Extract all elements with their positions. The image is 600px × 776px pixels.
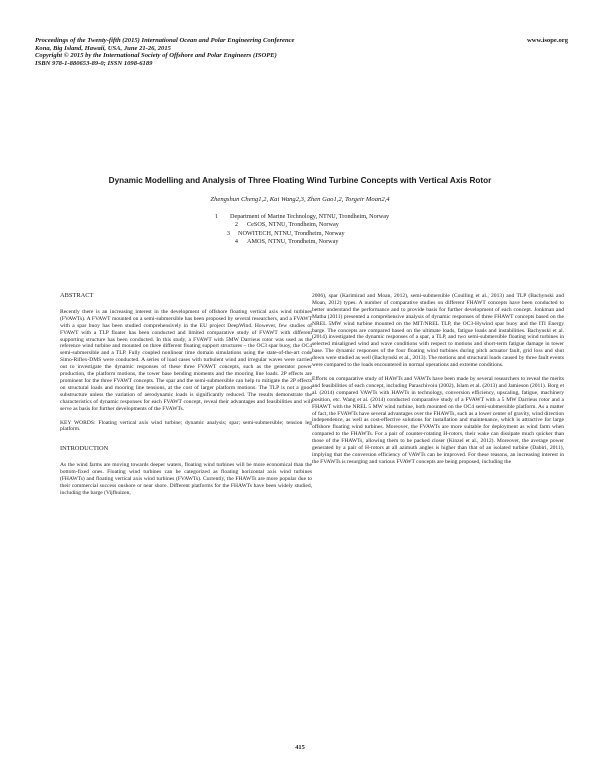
affiliation-number: 1 — [214, 213, 218, 220]
affiliation-text: Department of Marine Technology, NTNU, Trondheim, Norway — [230, 213, 390, 220]
affiliation-number: 4 — [234, 237, 238, 245]
body-paragraph: Efforts on comparative study of HAWTs and VAWTs have been made by several researchers to reveal the merits and feasibilities of each concept, including Paraschivoiu (2002), Islam et al. (2013) and Jamieson (2011). Borg et al. (2014) compared VAWTs with HAWTs in technology, conversion efficiency, upscaling, fatigue, machinery position, etc. Wang et al. (2014) conducted comparative study of a FVAWT with a 5 MW Darrieus rotor and a FHAWT with the NREL 5 MW wind turbine, both mounted on the OC4 semi-submersible platform. As a matter of fact, the FVAWTs have several advantages over the FHAWTs, such as a lower center of gravity, wind direction independence, as well as cost-effective solutions for installation and maintenance, which is attractive for large offshore floating wind turbines. Moreover, the FVAWTs are more suitable for deployment as wind farm when compared to the FHAWTs. For a pair of counter-rotating H-rotors, their wake can dissipate much quicker than those of the FHAWTs, allowing them to be packed closer (Kinzel et al., 2012). Moreover, the average power generated by a pair of H-rotors at all azimuth angles is higher than that of an isolated turbine (Dabiri, 2011), implying that the conversion efficiency of VAWTs can be improved. For these reasons, an increasing interest in the FVAWTs is resurging and various FVAWT concepts are being proposed, including the — [312, 375, 564, 465]
affiliation-list — [190, 213, 440, 246]
header-line: Kona, Big Island, Hawaii, USA, June 21-26, 2015 — [35, 44, 171, 52]
website-label: www.isope.org — [526, 37, 568, 44]
header-line: Proceedings of the Twenty-fifth (2015) International Ocean and Polar Engineering Conference — [35, 37, 295, 44]
affiliation-number: 3 — [226, 229, 230, 237]
affiliation-text: CeSOS, NTNU, Trondheim, Norway — [247, 221, 339, 229]
author-list: Zhengshun Cheng1,2, Kai Wang2,3, Zhen Gao1,2, Torgeir Moan2,4 — [210, 196, 390, 203]
left-column — [60, 293, 312, 497]
header-line: ISBN 978-1-880653-89-0; ISSN 1098-6189 — [35, 60, 153, 68]
page-number: 415 — [295, 744, 305, 751]
keywords: KEY WORDS: Floating vertical axis wind turbine; dynamic analysis; spar; semi-submersible; tension leg platform. — [60, 419, 312, 433]
affiliation-text: AMOS, NTNU, Trondheim, Norway — [247, 237, 339, 245]
introduction-heading: INTRODUCTION — [60, 445, 109, 453]
abstract-heading: ABSTRACT — [60, 292, 94, 299]
affiliation-item — [190, 213, 440, 221]
body-paragraph: 2006), spar (Karimirad and Moan, 2012), semi-submersible (Coulling et al., 2013) and TLP (Bachynski and Moan, 2012) types. A number of comparative studies on different FHAWT concepts have been conducted to better understand the performance and to provide basis for further development of each concept. Jonkman and Matha (2011) presented a comprehensive analysis of dynamic responses of three FHAWT concepts based on the NREL 5MW wind turbine mounted on the MIT/NREL TLP, the OC3-Hywind spar buoy and the ITI Energy barge. The concepts are compared based on the ultimate loads, fatigue loads and instabilities. Bachynski et al. (2014) investigated the dynamic responses of a spar, a TLP, and two semi-submersible floating wind turbines in selected misaligned wind and wave conditions with respect to motions and short-term fatigue damage in tower base. The dynamic responses of the four floating wind turbines during pitch actuator fault, grid loss and shut down were studied as well (Bachynski et al., 2013). The motions and structural loads caused by three fault events were compared to the loads encountered in normal operations and extreme conditions. — [312, 293, 564, 369]
introduction-text: As the wind farms are moving towards deeper waters, floating wind turbines will be more economical than the bottom-fixed ones. Floating wind turbines can be categorized as floating horizontal axis wind turbines (FHAWTs) and floating vertical axis wind turbines (FVAWTs). Currently, the FHAWTs are more popular due to their commercial success onshore or near shore. Different platforms for the FHAWTs have been widely studied, including the barge (Vijfhuizen, — [60, 462, 312, 496]
header-line: Copyright © 2015 by the International Society of Offshore and Polar Engineers (ISOPE) — [35, 52, 277, 60]
affiliation-text: NOWITECH, NTNU, Trondheim, Norway — [238, 229, 345, 237]
right-column — [312, 293, 564, 466]
abstract-text: Recently there is an increasing interest in the development of offshore floating vertical axis wind turbines (FVAWTs). A FVAWT mounted on a semi-submersible has been proposed by several researchers, and a FVAWT with a spar buoy has been studied comprehensively in the EU project DeepWind. However, few studies of FVAWT with a TLP floater has been conducted and limited comparative study of FVAWT with different supporting structure has been conducted. In this study, a FVAWT with 5MW Darrieus rotor was used as the reference wind turbine and mounted on three different floating support structures – the OC3 spar buoy, the OC4 semi-submersible and a TLP. Fully coupled nonlinear time domain simulations using the state-of-the-art code Simo-Riflex-DMS were conducted. A series of load cases with turbulent wind and irregular waves were carried out to investigate the dynamic responses of these three FVAWT concepts, such as the generator power production, the platform motions, the tower base bending moments and the mooring line loads. 2P effects are prominent for the three FVAWT concepts. The spar and the semi-submersible can help to mitigate the 2P effects on structural loads and mooring line tensions, at the cost of larger platform motions. The TLP is not a good substructure unless the variation of aerodynamic loads is significantly reduced. The results demonstrate the characteristics of dynamic responses for each FVAWT concept, reveal their advantages and feasibilities and will serve as basis for further developments of the FVAWTs. — [60, 308, 312, 412]
proceedings-header — [35, 37, 505, 68]
affiliation-item — [190, 221, 440, 229]
affiliation-number: 2 — [234, 221, 238, 229]
paper-title: Dynamic Modelling and Analysis of Three Floating Wind Turbine Concepts with Vertical Axis Rotor — [108, 176, 492, 185]
affiliation-item — [190, 230, 440, 238]
affiliation-item — [190, 238, 440, 246]
